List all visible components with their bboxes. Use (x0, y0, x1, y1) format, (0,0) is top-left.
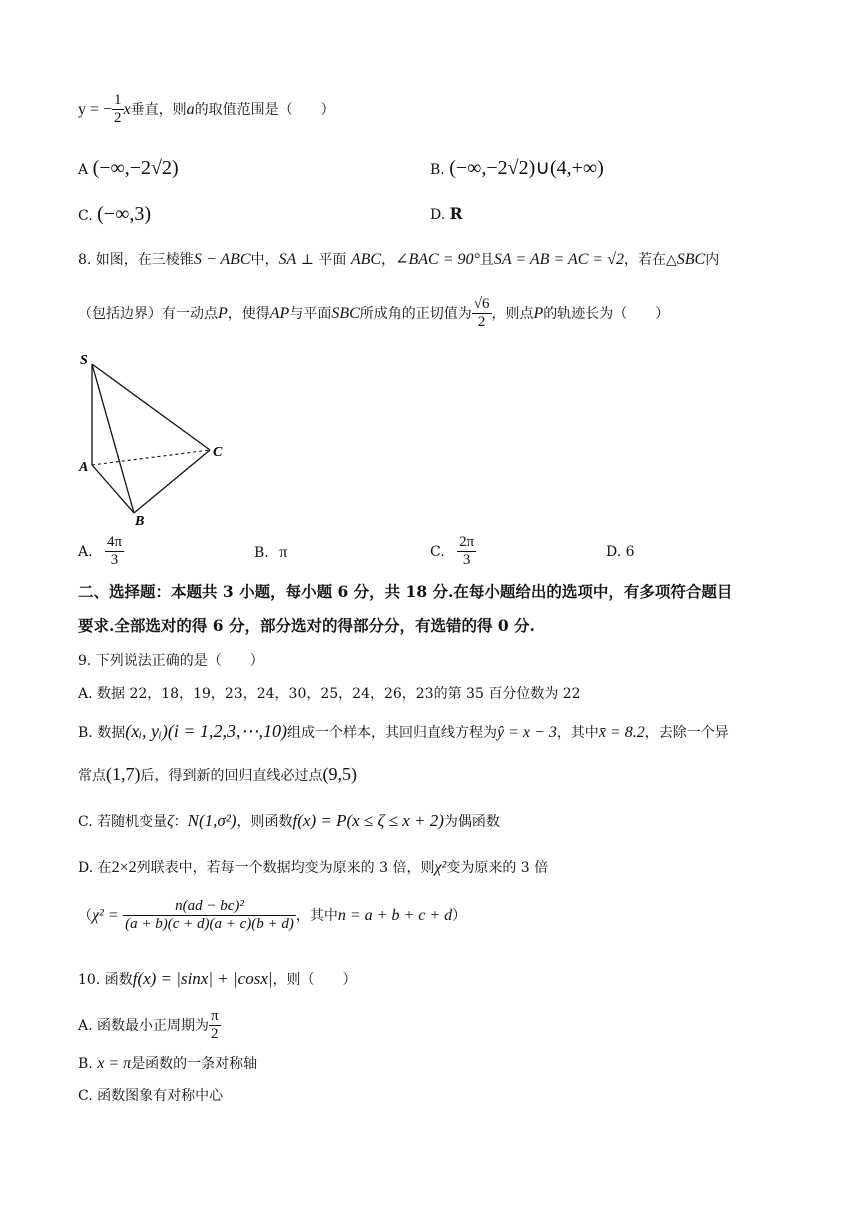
q9-chi-square-formula: （χ² = $\frac{\text{n(ad − bc)²}}{(a + b)(c + d)(a + c)(b + d)}$ ，其中n = a + b + c + d） (78, 898, 467, 933)
q9-option-b-line-2: 常点(1,7)后，得到新的回归直线必过点(9,5) (78, 764, 357, 784)
q7-option-a[interactable]: A (−∞,−2√2) (78, 157, 179, 179)
q7-tail-line: y = − $\frac{1}{2}$ x垂直，则a的取值范围是（ ） (78, 92, 335, 127)
vertex-label-a: A (79, 460, 89, 475)
q9-option-c[interactable]: C. 若随机变量ζ：N(1,σ²)，则函数f(x) = P(x ≤ ζ ≤ x + 2)为偶函数 (78, 811, 500, 830)
q10-option-a[interactable]: A. 函数最小正周期为 $\frac{\pi}{2}$ (78, 1008, 219, 1043)
q8-tan-fraction: $\frac{√6}{2}$ (473, 296, 490, 331)
edge-ac-dashed (92, 450, 210, 465)
tetrahedron-figure (74, 348, 244, 533)
q8-line-2: （包括边界）有一动点P，使得AP与平面SBC所成角的正切值为 $\frac{√6}{2}$ ，则点P的轨迹长为（ ） (78, 296, 670, 331)
q7-option-d[interactable]: D. R (430, 204, 463, 223)
section2-line-2: 要求.全部选对的得 6 分，部分选对的得部分分，有选错的得 0 分. (78, 616, 535, 635)
edge-sc (92, 364, 210, 450)
q10-option-b[interactable]: B. x = π是函数的一条对称轴 (78, 1055, 258, 1072)
section2-line-1: 二、选择题：本题共 3 小题，每小题 6 分，共 18 分.在每小题给出的选项中，有多项符合题目 (78, 582, 733, 601)
q9-option-a[interactable]: A. 数据 22，18，19，23，24，30，25，24，26，23的第 35 百分位数为 22 (78, 686, 581, 702)
q7-option-c[interactable]: C. (−∞,3) (78, 203, 151, 225)
q7-eq-prefix: y = − (78, 100, 113, 118)
q8-option-b[interactable]: B. π (254, 544, 288, 561)
edge-bc (134, 450, 210, 513)
q7-fraction: $\frac{1}{2}$ (114, 92, 122, 127)
q8-option-c[interactable]: C. $\frac{2\pi}{3}$ (430, 534, 475, 569)
q10-option-c[interactable]: C. 函数图象有对称中心 (78, 1088, 224, 1104)
vertex-label-c: C (213, 445, 223, 460)
vertex-label-b: B (135, 514, 145, 529)
q8-option-d[interactable]: D. 6 (606, 544, 635, 560)
q9-option-b-line-1[interactable]: B. 数据(xᵢ, yᵢ)(i = 1,2,3,⋯,10)组成一个样本，其回归直线方程为ŷ = x − 3，其中x̄ = 8.2，去除一个异 (78, 721, 729, 741)
q7-option-b[interactable]: B. (−∞,−2√2)∪(4,+∞) (430, 157, 604, 179)
q10-stem: 10. 函数f(x) = |sinx| + |cosx|，则（ ） (78, 969, 357, 988)
edge-sb (92, 364, 134, 513)
q8-option-a[interactable]: A. $\frac{4\pi}{3}$ (78, 534, 123, 569)
vertex-label-s: S (80, 353, 88, 368)
q9-stem: 9. 下列说法正确的是（ ） (78, 653, 264, 669)
q8-line-1: 8. 如图，在三棱锥S − ABC中，SA ⊥ 平面 ABC，∠BAC = 90°且SA = AB = AC = √2，若在△SBC内 (78, 251, 720, 268)
q9-option-d[interactable]: D. 在2×2列联表中，若每一个数据均变为原来的 3 倍，则χ²变为原来的 3 倍 (78, 859, 549, 876)
